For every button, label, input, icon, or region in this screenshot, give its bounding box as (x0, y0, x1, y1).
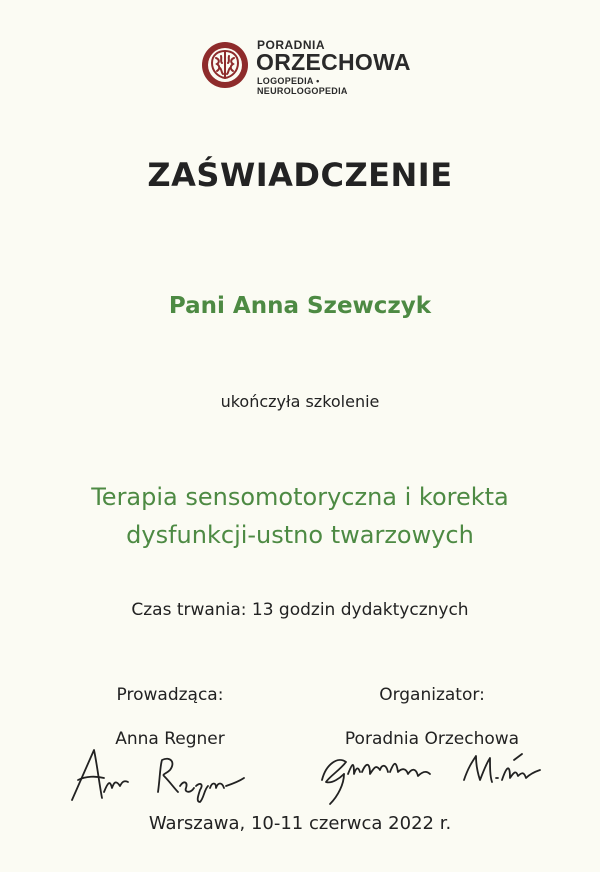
course-duration: Czas trwania: 13 godzin dydaktycznych (131, 600, 469, 620)
logo-line-3: LOGOPEDIA • NEUROLOGOPEDIA (257, 76, 348, 96)
walnut-brain-icon (200, 40, 250, 90)
logo (200, 38, 411, 96)
completed-text: ukończyła szkolenie (220, 392, 380, 411)
recipient-name: Pani Anna Szewczyk (168, 293, 432, 319)
logo-line-2: ORZECHOWA (256, 49, 411, 75)
organizer-role: Organizator: (379, 685, 485, 705)
certificate-title: ZAŚWIADCZENIE (147, 156, 453, 194)
leader-name: Anna Regner (115, 729, 225, 749)
leader-role: Prowadząca: (116, 685, 224, 705)
course-title-line-1: Terapia sensomotoryczna i korekta (91, 483, 509, 511)
logo-line-1: PORADNIA (257, 38, 326, 52)
organizer-name: Poradnia Orzechowa (344, 729, 520, 749)
course-title (0, 478, 600, 554)
leader-signature (66, 742, 256, 808)
course-title-line-2: dysfunkcji-ustno twarzowych (126, 521, 474, 549)
place-and-date: Warszawa, 10-11 czerwca 2022 r. (148, 813, 452, 834)
organizer-signature (314, 740, 554, 810)
